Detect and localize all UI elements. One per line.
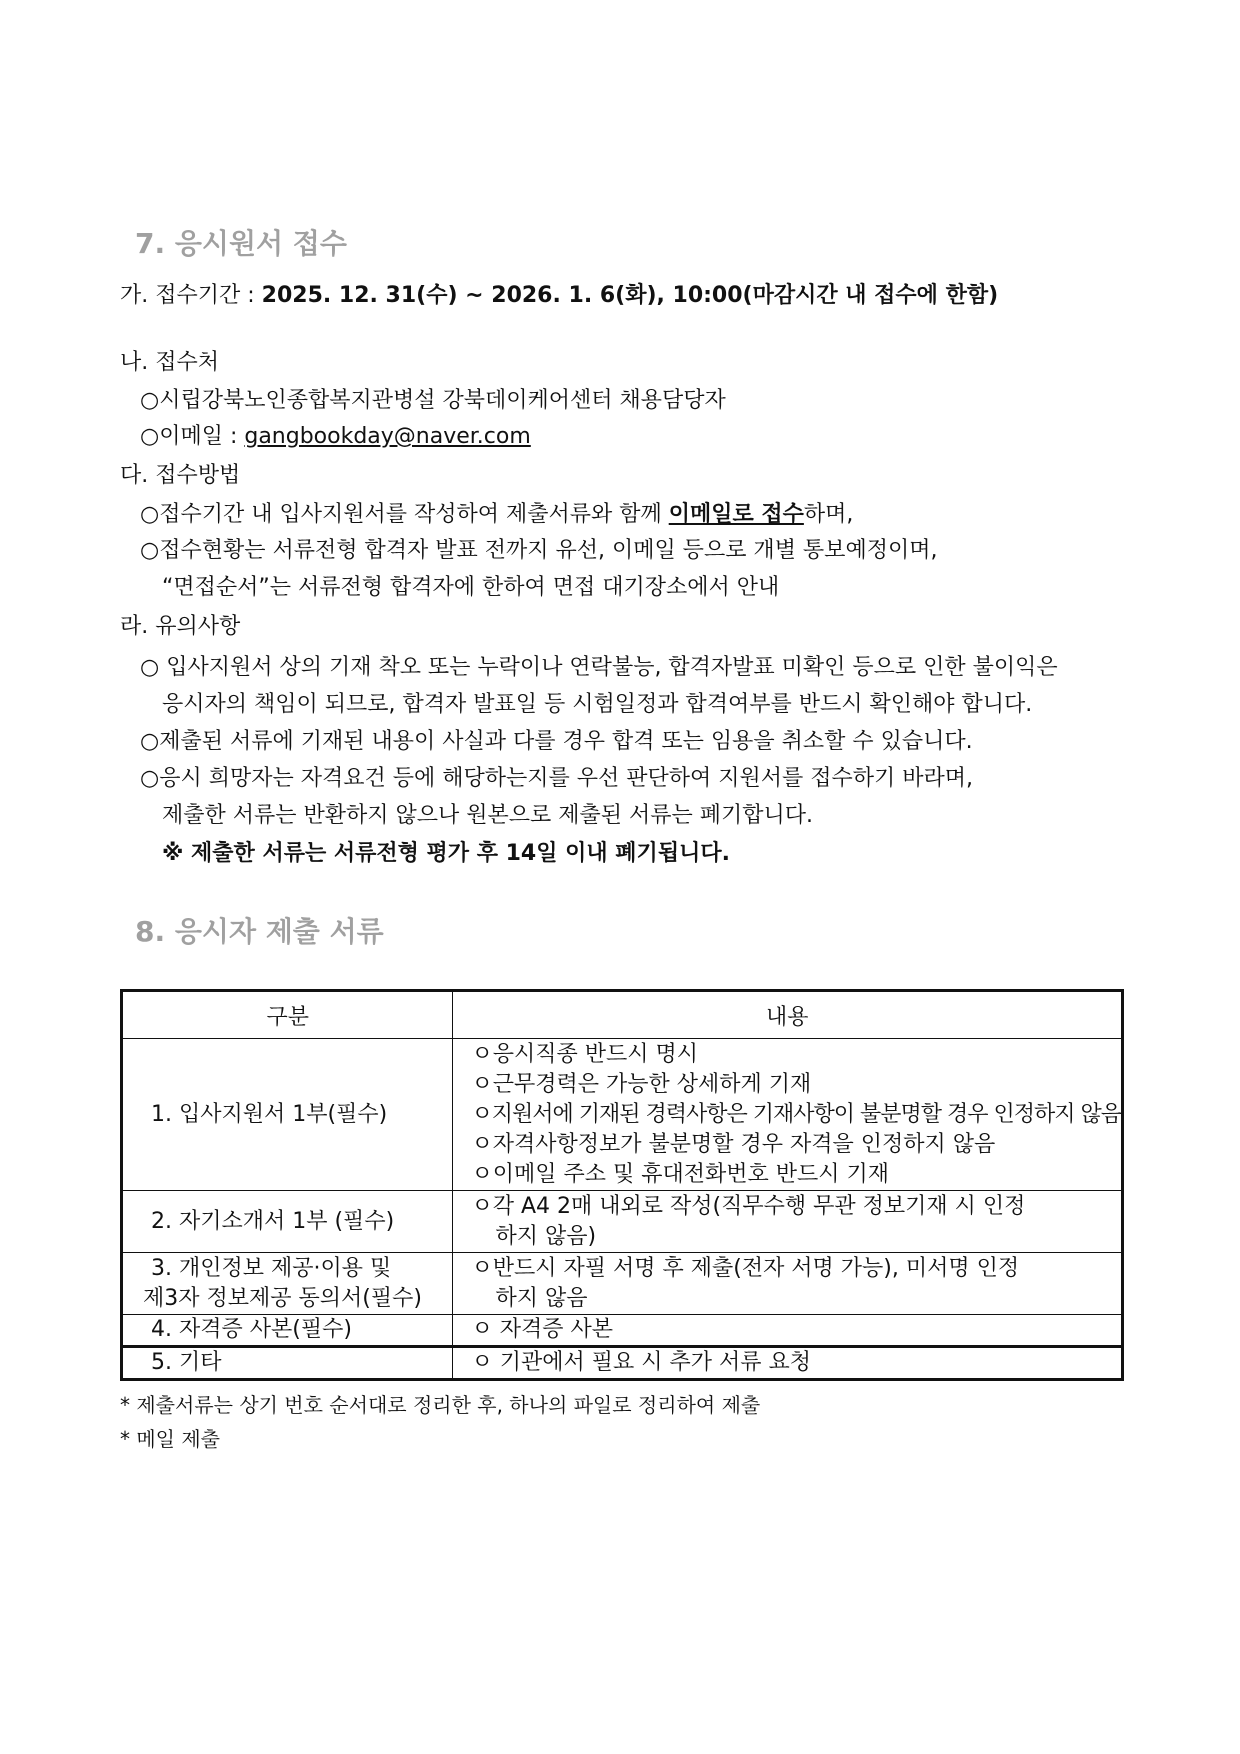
- required-documents-table: [120, 989, 1124, 1381]
- table-row: [122, 1191, 1123, 1253]
- section-8-title: 8. 응시자 제출 서류: [135, 915, 384, 948]
- receipt-method-item1: [140, 500, 853, 530]
- table-row: [122, 1253, 1123, 1315]
- receipt-method-item2-line2: “면접순서”는 서류전형 합격자에 한하여 면접 대기장소에서 안내: [162, 575, 780, 600]
- notes-item1-line1: ○ 입사지원서 상의 기재 착오 또는 누락이나 연락불능, 합격자발표 미확인 등으로 인한 불이익은: [140, 655, 1058, 680]
- content-line: ㅇ지원서에 기재된 경력사항은 기재사항이 불분명할 경우 인정하지 않음: [471, 1101, 1121, 1127]
- row-label-line: 1. 입사지원서 1부(필수): [151, 1101, 388, 1127]
- row-label-line: 제3자 정보제공 동의서(필수): [143, 1285, 422, 1311]
- footnote-mail: * 메일 제출: [120, 1427, 220, 1451]
- notes-item1-line2: 응시자의 책임이 되므로, 합격자 발표일 등 시험일정과 합격여부를 반드시 확인해야 합니다.: [162, 692, 1033, 717]
- row-content: [453, 1347, 1123, 1380]
- receipt-period: [120, 281, 998, 311]
- row-label-line: 2. 자기소개서 1부 (필수): [151, 1208, 395, 1234]
- row-label-line: 3. 개인정보 제공·이용 및: [151, 1255, 392, 1281]
- receipt-period-value: 2025. 12. 31(수) ~ 2026. 1. 6(화), 10:00(마감시간 내 접수에 한함): [261, 283, 999, 308]
- row-label-line: 4. 자격증 사본(필수): [151, 1317, 352, 1342]
- receipt-method-label: 다. 접수방법: [120, 463, 241, 488]
- notes-item3-line1: ○응시 희망자는 자격요건 등에 해당하는지를 우선 판단하여 지원서를 접수하기 바라며,: [140, 766, 973, 791]
- content-line: ㅇ각 A4 2매 내외로 작성(직무수행 무관 정보기재 시 인정: [471, 1193, 1026, 1219]
- content-line: ㅇ반드시 자필 서명 후 제출(전자 서명 가능), 미서명 인정: [471, 1255, 1020, 1281]
- table-header-row: [122, 991, 1123, 1039]
- method-item1-text: ○접수기간 내 입사지원서를 작성하여 제출서류와 함께: [140, 502, 669, 527]
- table-row: [122, 1347, 1123, 1380]
- row-label: [122, 1191, 453, 1253]
- email-receipt-emphasis: 이메일로 접수: [668, 502, 804, 527]
- notes-label: 라. 유의사항: [120, 614, 241, 639]
- row-content: [453, 1253, 1123, 1315]
- content-line: ㅇ 기관에서 필요 시 추가 서류 요청: [471, 1350, 811, 1375]
- header-category: 구분: [122, 991, 453, 1039]
- content-line: ㅇ자격사항정보가 불분명할 경우 자격을 인정하지 않음: [471, 1131, 996, 1157]
- row-label: [122, 1315, 453, 1347]
- row-content: [453, 1315, 1123, 1347]
- table-row: [122, 1315, 1123, 1347]
- receipt-method-item2-line1: ○접수현황는 서류전형 합격자 발표 전까지 유선, 이메일 등으로 개별 통보예정이며,: [140, 538, 938, 563]
- content-line: ㅇ 자격증 사본: [471, 1317, 613, 1342]
- header-content: 내용: [453, 991, 1123, 1039]
- row-content: [453, 1039, 1123, 1191]
- row-label: [122, 1347, 453, 1380]
- receipt-place-label: 나. 접수처: [120, 350, 219, 375]
- footnote-order: * 제출서류는 상기 번호 순서대로 정리한 후, 하나의 파일로 정리하여 제출: [120, 1393, 761, 1417]
- table-row: [122, 1039, 1123, 1191]
- notes-item2: ○제출된 서류에 기재된 내용이 사실과 다를 경우 합격 또는 임용을 취소할 수 있습니다.: [140, 729, 973, 754]
- row-content: [453, 1191, 1123, 1253]
- content-line: ㅇ응시직종 반드시 명시: [471, 1041, 698, 1067]
- content-line: ㅇ이메일 주소 및 휴대전화번호 반드시 기재: [471, 1161, 889, 1187]
- email-prefix: ○이메일 :: [140, 424, 245, 449]
- receipt-period-label: 가. 접수기간 :: [120, 283, 262, 308]
- receipt-place-item: ○시립강북노인종합복지관병설 강북데이케어센터 채용담당자: [140, 388, 726, 413]
- row-label: [122, 1039, 453, 1191]
- disposal-notice: ※ 제출한 서류는 서류전형 평가 후 14일 이내 폐기됩니다.: [162, 841, 730, 866]
- content-line: 하지 않음: [495, 1285, 588, 1311]
- email-link[interactable]: gangbookday@naver.com: [244, 424, 531, 449]
- method-item1-tail: 하며,: [803, 502, 854, 527]
- notes-item3-line2: 제출한 서류는 반환하지 않으나 원본으로 제출된 서류는 폐기합니다.: [162, 803, 814, 828]
- section-7-title: 7. 응시원서 접수: [135, 227, 347, 260]
- row-label-line: 5. 기타: [151, 1350, 222, 1375]
- content-line: ㅇ근무경력은 가능한 상세하게 기재: [471, 1071, 812, 1097]
- content-line: 하지 않음): [495, 1223, 597, 1249]
- receipt-email-line: [140, 422, 531, 452]
- row-label: [122, 1253, 453, 1315]
